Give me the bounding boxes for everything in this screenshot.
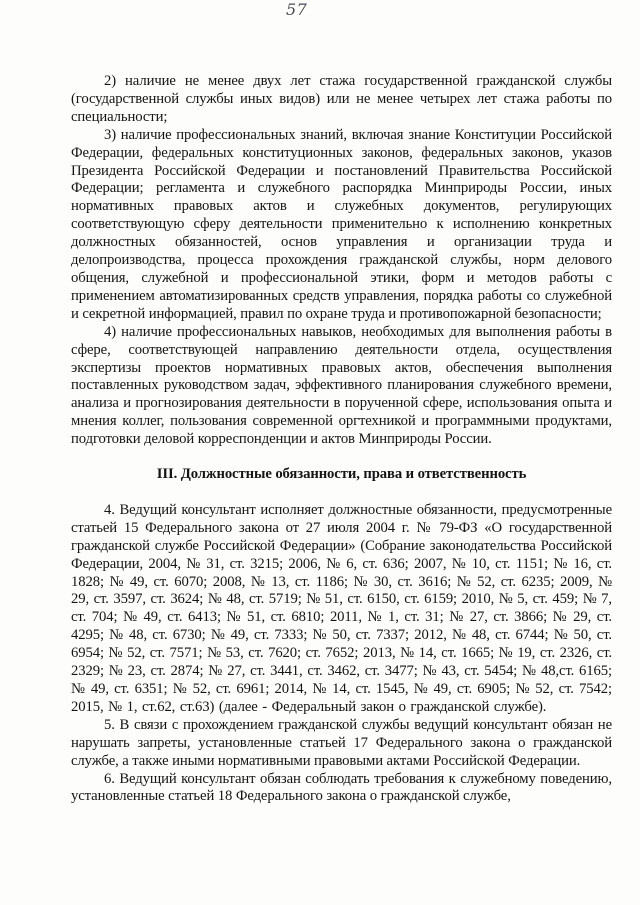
document-body xyxy=(71,73,612,806)
section-heading: III. Должностные обязанности, права и ответственность xyxy=(156,466,527,483)
paragraph-item-2: 2) наличие не менее двух лет стажа государственной гражданской службы (государственной службы иных видов) или не менее четырех лет стажа работы по специальности; xyxy=(71,73,612,125)
paragraph-clause-4: 4. Ведущий консультант исполняет должностные обязанности, предусмотренные статьей 15 Федерального закона от 27 июля 2004 г. № 79-ФЗ «О государственной гражданской службе Российской Федерации» (Собрание законодательства Российской Федерации, 2004, № 31, ст. 3215; 2006, № 6, ст. 636; 2007, № 10, ст. 1151; № 16, ст. 1828; № 49, ст. 6070; 2008, № 13, ст. 1186; № 30, ст. 3616; № 52, ст. 6235; 2009, № 29, ст. 3597, ст. 3624; № 48, ст. 5719; № 51, ст. 6150, ст. 6159; 2010, № 5, ст. 459; № 7, ст. 704; № 49, ст. 6413; № 51, ст. 6810; 2011, № 1, ст. 31; № 27, ст. 3866; № 29, ст. 4295; № 48, ст. 6730; № 49, ст. 7333; № 50, ст. 7337; 2012, № 48, ст. 6744; № 50, ст. 6954; № 52, ст. 7571; № 53, ст. 7620; ст. 7652; 2013, № 14, ст. 1665; № 19, ст. 2326, ст. 2329; № 23, ст. 2874; № 27, ст. 3441, ст. 3462, ст. 3477; № 43, ст. 5454; № 48,ст. 6165; № 49, ст. 6351; № 52, ст. 6961; 2014, № 14, ст. 1545, № 49, ст. 6905; № 52, ст. 7542; 2015, № 1, ст.62, ст.63) (далее - Федеральный закон о гражданской службе). xyxy=(71,501,612,715)
paragraph-item-4: 4) наличие профессиональных навыков, необходимых для выполнения работы в сфере, соответствующей направлению деятельности отдела, осуществления экспертизы проектов нормативных правовых актов, обеспечения выполнения поставленных руководством задач, эффективного планирования служебного времени, анализа и прогнозирования деятельности в порученной сфере, использования опыта и мнения коллег, пользования современной оргтехникой и программными продуктами, подготовки деловой корреспонденции и актов Минприроды России. xyxy=(71,323,612,448)
handwritten-page-number: 57 xyxy=(286,0,308,19)
paragraph-clause-5: 5. В связи с прохождением гражданской службы ведущий консультант обязан не нарушать запреты, установленные статьей 17 Федерального закона о гражданской службе, а также иными нормативными правовыми актами Российской Федерации. xyxy=(71,716,612,769)
paragraph-clause-6: 6. Ведущий консультант обязан соблюдать требования к служебному поведению, установленные статьей 18 Федерального закона о гражданской службе, xyxy=(71,770,612,805)
paragraph-item-3: 3) наличие профессиональных знаний, включая знание Конституции Российской Федерации, федеральных конституционных законов, федеральных законов, указов Президента Российской Федерации и постановлений Правительства Российской Федерации; регламента и служебного распорядка Минприроды России, иных нормативных правовых актов и служебных документов, регулирующих соответствующую сферу деятельности применительно к исполнению конкретных должностных обязанностей, основ управления и организации труда и делопроизводства, процесса прохождения гражданской службы, норм делового общения, служебной и профессиональной этики, форм и методов работы с применением автоматизированных средств управления, порядка работы со служебной и секретной информацией, правил по охране труда и противопожарной безопасности; xyxy=(71,126,612,322)
